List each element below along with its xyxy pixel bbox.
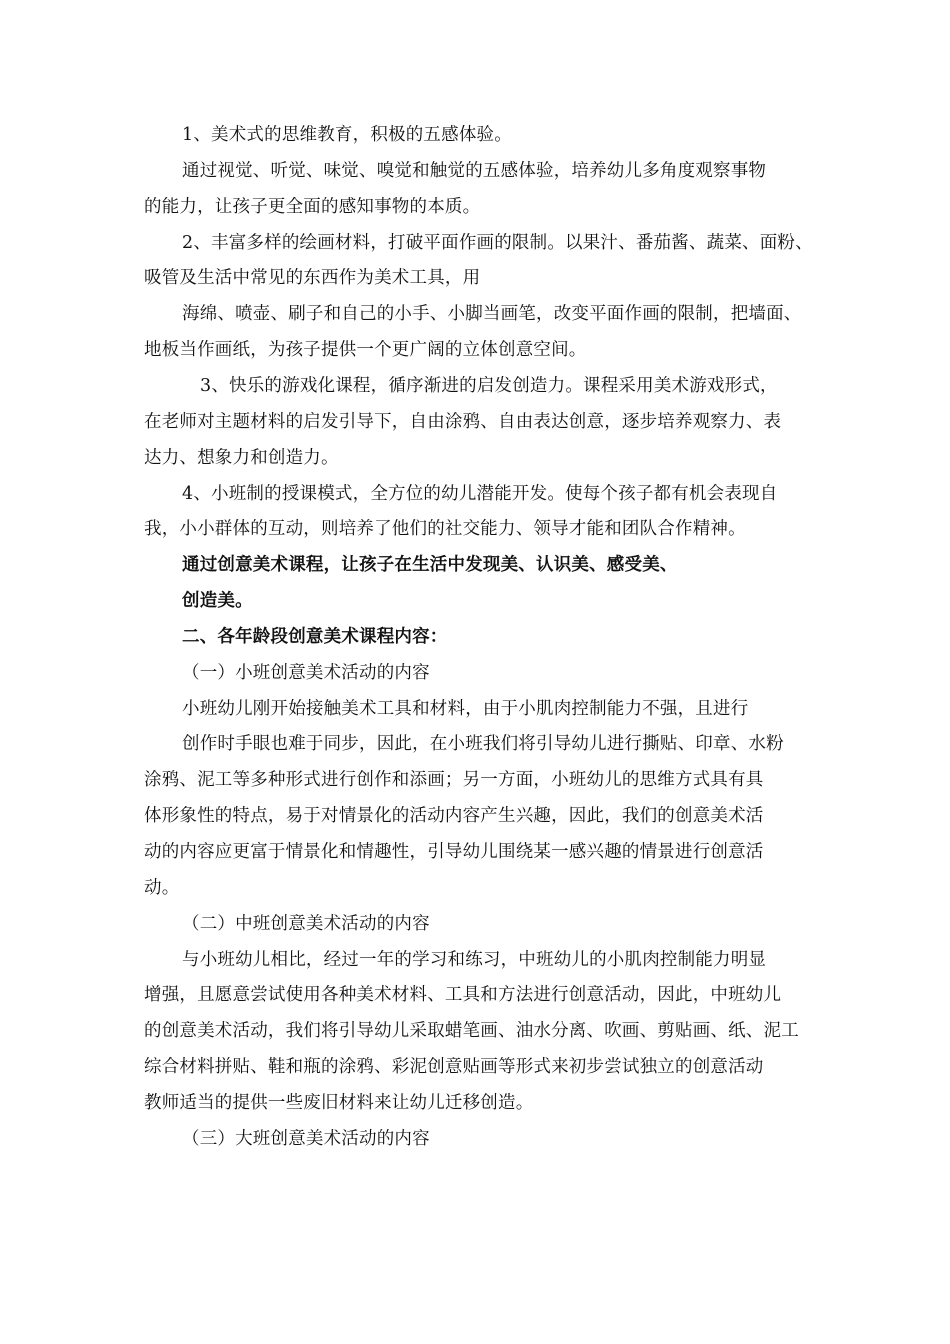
text-line: 与小班幼儿相比，经过一年的学习和练习，中班幼儿的小肌肉控制能力明显 <box>182 950 767 970</box>
section-heading: 二、各年龄段创意美术课程内容： <box>182 627 448 647</box>
text-line: 教师适当的提供一些废旧材料来让幼儿迁移创造。 <box>144 1093 534 1113</box>
text-line: 涂鸦、泥工等多种形式进行创作和添画；另一方面，小班幼儿的思维方式具有具 <box>144 770 764 790</box>
text-line: 达力、想象力和创造力。 <box>144 448 339 468</box>
text-line: 小班幼儿刚开始接触美术工具和材料，由于小肌肉控制能力不强，且进行 <box>182 699 749 719</box>
text-line: 我，小小群体的互动，则培养了他们的社交能力、领导才能和团队合作精神。 <box>144 519 746 539</box>
subsection-heading: （一）小班创意美术活动的内容 <box>182 663 430 683</box>
text-line: 在老师对主题材料的启发引导下，自由涂鸦、自由表达创意，逐步培养观察力、表 <box>144 412 782 432</box>
text-line: 海绵、喷壶、刷子和自己的小手、小脚当画笔，改变平面作画的限制，把墙面、 <box>182 304 802 324</box>
subsection-heading: （三）大班创意美术活动的内容 <box>182 1129 430 1149</box>
text-line: 的创意美术活动，我们将引导幼儿采取蜡笔画、油水分离、吹画、剪贴画、纸、泥工 <box>144 1021 799 1041</box>
text-line: 地板当作画纸，为孩子提供一个更广阔的立体创意空间。 <box>144 340 587 360</box>
text-line: 通过视觉、听觉、味觉、嗅觉和触觉的五感体验，培养幼儿多角度观察事物 <box>182 161 767 181</box>
text-line: 4、小班制的授课模式，全方位的幼儿潜能开发。使每个孩子都有机会表现自 <box>182 484 778 504</box>
text-line: 动的内容应更富于情景化和情趣性，引导幼儿围绕某一感兴趣的情景进行创意活 <box>144 842 764 862</box>
text-line: 创作时手眼也难于同步，因此，在小班我们将引导幼儿进行撕贴、印章、水粉 <box>182 734 784 754</box>
text-line: 增强，且愿意尝试使用各种美术材料、工具和方法进行创意活动，因此，中班幼儿 <box>144 985 782 1005</box>
text-line: 3、快乐的游戏化课程，循序渐进的启发创造力。课程采用美术游戏形式， <box>200 376 778 396</box>
subsection-heading: （二）中班创意美术活动的内容 <box>182 914 430 934</box>
text-line: 2、丰富多样的绘画材料，打破平面作画的限制。以果汁、番茄酱、蔬菜、面粉、 <box>182 233 813 253</box>
text-line: 综合材料拼贴、鞋和瓶的涂鸦、彩泥创意贴画等形式来初步尝试独立的创意活动 <box>144 1057 764 1077</box>
text-line: 1、美术式的思维教育，积极的五感体验。 <box>182 125 512 145</box>
text-line: 吸管及生活中常见的东西作为美术工具，用 <box>144 268 481 288</box>
text-line-bold: 通过创意美术课程，让孩子在生活中发现美、认识美、感受美、 <box>182 555 678 575</box>
text-line: 的能力，让孩子更全面的感知事物的本质。 <box>144 197 481 217</box>
text-line-bold: 创造美。 <box>182 591 253 611</box>
text-line: 体形象性的特点，易于对情景化的活动内容产生兴趣，因此，我们的创意美术活 <box>144 806 764 826</box>
text-line: 动。 <box>144 878 180 898</box>
